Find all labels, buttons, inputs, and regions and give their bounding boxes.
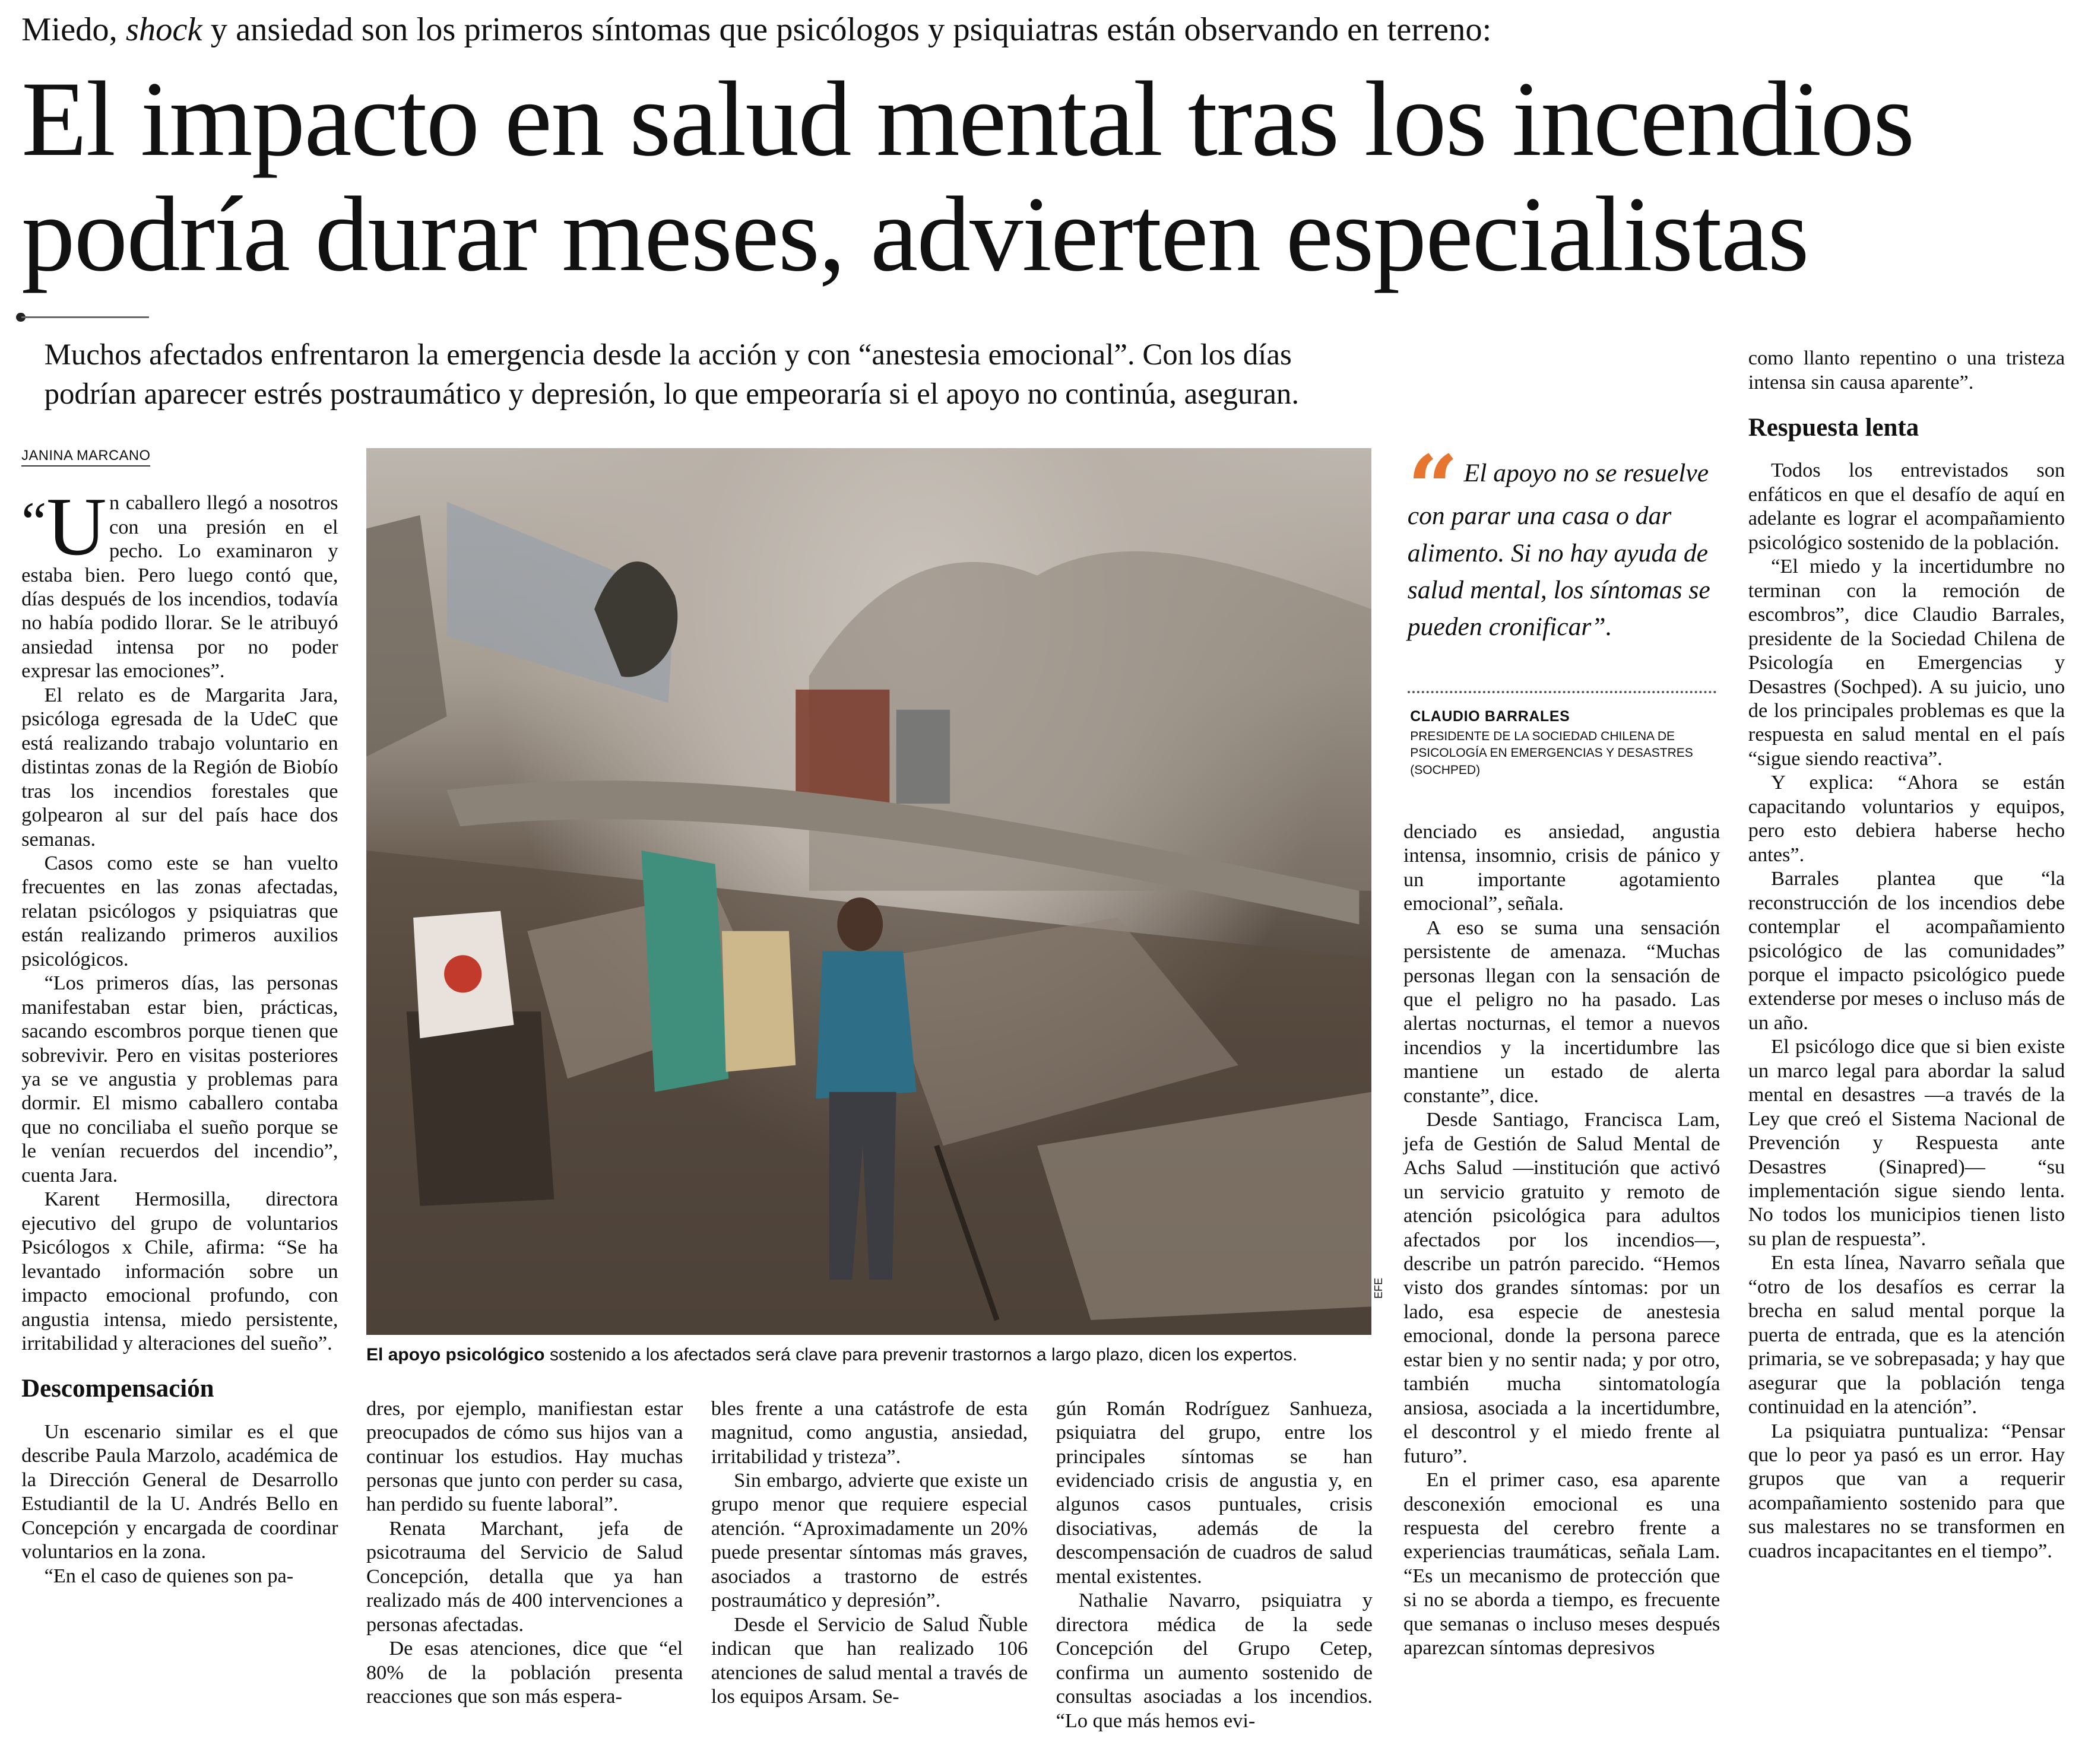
paragraph: Desde el Servicio de Salud Ñuble indican que han realizado 106 atenciones de salud mental a través de los equipos Arsam. Se- xyxy=(711,1613,1028,1708)
paragraph: Un escenario similar es el que describe Paula Marzolo, académica de la Dirección General de Desarrollo Estudiantil de la U. Andrés Bello en Concepción y encargada de coordinar voluntarios en la zona. xyxy=(21,1420,338,1563)
paragraph: gún Román Rodríguez Sanhueza, psiquiatra del grupo, entre los principales síntomas se han evidenciado crisis de angustia y, en algunos casos puntuales, crisis disociativas, además de la descompensación de cuadros de salud mental existentes. xyxy=(1056,1397,1373,1588)
headline-line-1: El impacto en salud mental tras los incendios xyxy=(21,59,1914,179)
pull-quote-text: El apoyo no se resuelve con parar una casa o dar alimento. Si no hay ayuda de salud mental, los síntomas se pueden cronificar”. xyxy=(1407,459,1710,641)
column-1 xyxy=(21,480,338,1588)
kicker-italic: shock xyxy=(125,11,202,48)
paragraph: bles frente a una catástrofe de esta magnitud, como angustia, ansiedad, irritabilidad y tristeza”. xyxy=(711,1397,1028,1468)
column-4 xyxy=(1056,1397,1373,1733)
kicker: Miedo, shock y ansiedad son los primeros síntomas que psicólogos y psiquiatras están observando en terreno: xyxy=(21,11,1492,48)
paragraph: “Los primeros días, las personas manifestaban estar bien, prácticas, sacando escombros porque tienen que sobrevivir. Pero en visitas posteriores ya se ve angustia y problemas para dormir. El mismo caballero contaba que no conciliaba el sueño porque se le venían recuerdos del incendio”, cuenta Jara. xyxy=(21,972,338,1186)
burned-houses-illustration xyxy=(366,448,1371,1335)
paragraph: El relato es de Margarita Jara, psicóloga egresada de la UdeC que está realizando trabajo voluntario en distintas zonas de la Región de Biobío tras los incendios forestales que golpearon al sur del país hace dos semanas. xyxy=(21,683,338,851)
headline xyxy=(21,59,2074,294)
paragraph: Renata Marchant, jefa de psicotrauma del Servicio de Salud Concepción, detalla que ya han realizado más de 400 intervenciones a personas afectadas. xyxy=(366,1516,683,1636)
paragraph: dres, por ejemplo, manifiestan estar preocupados de cómo sus hijos van a continuar los estudios. Hay muchas personas que junto con perder su casa, han perdido su fuente laboral”. xyxy=(366,1397,683,1516)
decorative-rule xyxy=(21,316,149,318)
pull-quote-name: CLAUDIO BARRALES xyxy=(1410,708,1570,725)
paragraph: Barrales plantea que “la reconstrucción de los incendios debe contemplar el acompañamiento psicológico de las comunidades” porque el impacto psicológico puede extenderse por meses o incluso más de un año. xyxy=(1748,867,2065,1034)
pull-quote xyxy=(1407,436,1716,645)
paragraph: El psicólogo dice que si bien existe un marco legal para abordar la salud mental en desastres —a través de la Ley que creó el Sistema Nacional de Prevención y Respuesta ante Desastres (Sinapred)— “su implementación sigue siendo lenta. No todos los municipios tienen listo su plan de respuesta”. xyxy=(1748,1035,2065,1250)
paragraph: Karent Hermosilla, directora ejecutivo del grupo de voluntarios Psicólogos x Chile, afirma: “Se ha levantado información sobre un impacto emocional profundo, con angustia intensa, miedo persistente, irritabilidad y alteraciones del sueño”. xyxy=(21,1188,338,1355)
deck xyxy=(45,335,1728,413)
column-3 xyxy=(711,1397,1028,1709)
paragraph: “El miedo y la incertidumbre no terminan con la remoción de escombros”, dice Claudio Barrales, presidente de la Sociedad Chilena de Psicología en Emergencias y Desastres (Sochped). A su juicio, uno de los principales problemas es que la respuesta en salud mental en el país “sigue siendo reactiva”. xyxy=(1748,555,2065,770)
subheading-descompensacion: Descompensación xyxy=(21,1375,214,1403)
pull-quote-divider xyxy=(1408,691,1716,693)
paragraph: Y explica: “Ahora se están capacitando voluntarios y equipos, pero esto debiera haberse hecho antes”. xyxy=(1748,771,2065,866)
quote-mark-icon: “ xyxy=(1407,436,1459,541)
paragraph: “U n caballero llegó a nosotros con una presión en el pecho. Lo examinaron y estaba bien. Pero luego contó que, días después de los incendios, todavía no había podido llorar. Se le atribuyó ansiedad intensa por no poder expresar las emociones”. xyxy=(21,480,338,683)
pull-quote-role: PRESIDENTE DE LA SOCIEDAD CHILENA DE PSICOLOGÍA EN EMERGENCIAS Y DESASTRES (SOCHPED) xyxy=(1410,729,1693,777)
paragraph: Nathalie Navarro, psiquiatra y directora médica de la sede Concepción del Grupo Cetep, confirma un aumento sostenido de consultas asociadas a los incendios. “Lo que más hemos evi- xyxy=(1056,1589,1373,1732)
paragraph: como llanto repentino o una tristeza intensa sin causa aparente”. xyxy=(1748,347,2065,394)
paragraph: A eso se suma una sensación persistente de amenaza. “Muchas personas llegan con la sensación de que el peligro no ha pasado. Las alertas nocturnas, el temor a nuevos incendios y la incertidumbre las mantiene un estado de alerta constante”, dice. xyxy=(1403,916,1720,1107)
deck-line-1: Muchos afectados enfrentaron la emergencia desde la acción y con “anestesia emocional”. Con los días xyxy=(44,338,1292,371)
paragraph: En el primer caso, esa aparente desconexión emocional es una respuesta del cerebro frente a experiencias traumáticas, señala Lam. “Es un mecanismo de protección que si no se aborda a tiempo, es frecuente que semanas o incluso meses después aparezcan síntomas depresivos xyxy=(1403,1468,1720,1660)
deck-line-2: podrían aparecer estrés postraumático y depresión, lo que empeoraría si el apoyo no continúa, aseguran. xyxy=(44,376,1300,410)
paragraph: Todos los entrevistados son enfáticos en que el desafío de aquí en adelante es lograr el acompañamiento psicológico sostenido de la población. xyxy=(1748,459,2065,554)
paragraph: Casos como este se han vuelto frecuentes en las zonas afectadas, relatan psicólogos y psiquiatras que están realizando primeros auxilios psicológicos. xyxy=(21,851,338,970)
paragraph: En esta línea, Navarro señala que “otro de los desafíos es cerrar la brecha en salud mental porque la puerta de entrada, que es la atención primaria, se ve sobrepasada; y hay que asegurar que la población tenga continuidad en la atención”. xyxy=(1748,1251,2065,1419)
paragraph: Sin embargo, advierte que existe un grupo menor que requiere especial atención. “Aproximadamente un 20% puede presentar síntomas más graves, asociados a trastorno de estrés postraumático y depresión”. xyxy=(711,1469,1028,1612)
headline-line-2: podría durar meses, advierten especialistas xyxy=(21,175,1808,294)
drop-cap: “U xyxy=(21,480,107,573)
news-photo xyxy=(366,448,1371,1335)
photo-credit: EFE xyxy=(1372,1277,1384,1299)
byline: JANINA MARCANO xyxy=(21,448,150,467)
paragraph: denciado es ansiedad, angustia intensa, insomnio, crisis de pánico y un importante agotamiento emocional”, señala. xyxy=(1403,820,1720,915)
paragraph: De esas atenciones, dice que “el 80% de la población presenta reacciones que son más espera- xyxy=(366,1637,683,1708)
photo-caption: El apoyo psicológico sostenido a los afectados será clave para prevenir trastornos a largo plazo, dicen los expertos. xyxy=(366,1344,1298,1365)
paragraph: “En el caso de quienes son pa- xyxy=(44,1564,294,1587)
column-5 xyxy=(1403,820,1720,1660)
paragraph: Desde Santiago, Francisca Lam, jefa de Gestión de Salud Mental de Achs Salud —institución que activó un servicio gratuito y remoto de atención psicológica para adultos afectados por los incendios—, describe un patrón parecido. “Hemos visto dos grandes síntomas: por un lado, esa especie de anestesia emocional, donde la persona parece estar bien y no sentir nada; y por otro, también mucha sintomatología ansiosa, asociada a la incertidumbre, el descontrol y el miedo frente al futuro”. xyxy=(1403,1108,1720,1467)
column-6 xyxy=(1748,346,2065,1563)
paragraph: La psiquiatra puntualiza: “Pensar que lo peor ya pasó es un error. Hay grupos que van a requerir acompañamiento sostenido para que sus malestares no se transformen en cuadros incapacitantes en el tiempo”. xyxy=(1748,1419,2065,1562)
column-2 xyxy=(366,1397,683,1709)
subheading-respuesta-lenta: Respuesta lenta xyxy=(1748,413,1919,442)
